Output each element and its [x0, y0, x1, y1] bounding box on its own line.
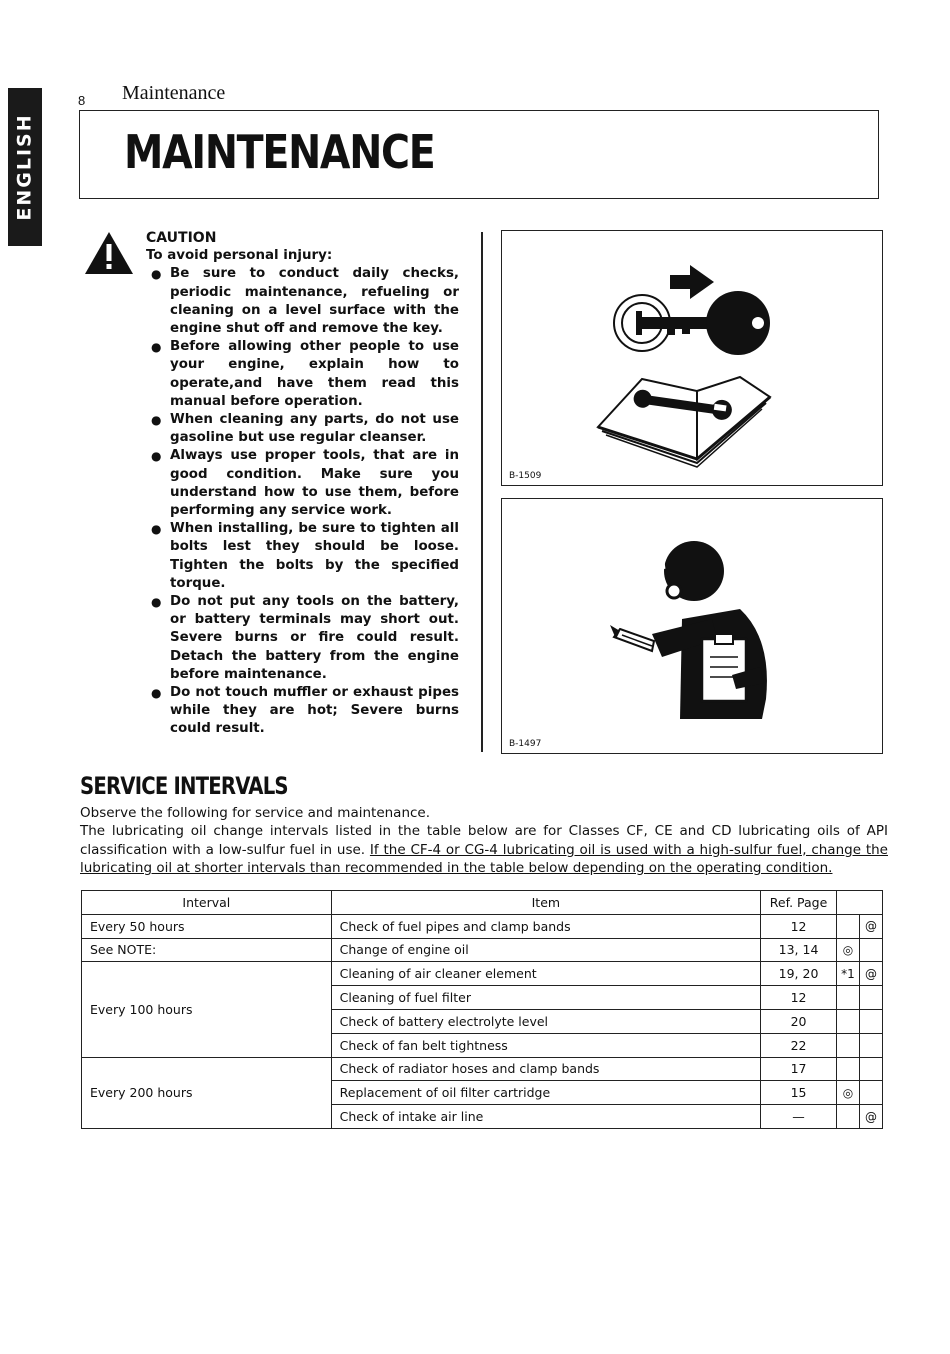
page-title: MAINTENANCE — [124, 125, 435, 179]
mark-cell: ◎ — [837, 938, 860, 962]
header-marks — [837, 891, 883, 915]
header-ref-page: Ref. Page — [761, 891, 837, 915]
mark-cell — [837, 986, 860, 1010]
figure-key-manual — [501, 230, 883, 486]
item-cell: Check of battery electrolyte level — [331, 1009, 760, 1033]
bullet-icon: ● — [151, 267, 162, 282]
mark-cell: @ — [859, 962, 882, 986]
item-cell: Check of radiator hoses and clamp bands — [331, 1057, 760, 1081]
bullet-icon: ● — [151, 340, 162, 355]
ref-cell: 12 — [761, 914, 837, 938]
mark-cell: *1 — [837, 962, 860, 986]
key-and-manual-illustration — [502, 231, 882, 485]
header-interval: Interval — [82, 891, 332, 915]
mark-cell — [837, 914, 860, 938]
caution-item: ● When cleaning any parts, do not use gasoline but use regular cleanser. — [151, 412, 459, 446]
header-item: Item — [331, 891, 760, 915]
item-cell: Check of intake air line — [331, 1105, 760, 1129]
column-divider — [481, 232, 483, 752]
title-box — [79, 110, 879, 199]
ref-cell: — — [761, 1105, 837, 1129]
ref-cell: 12 — [761, 986, 837, 1010]
mark-cell: @ — [859, 1105, 882, 1129]
caution-title: CAUTION — [146, 230, 217, 246]
item-cell: Replacement of oil filter cartridge — [331, 1081, 760, 1105]
arrow-right-icon — [670, 265, 714, 299]
bullet-icon: ● — [151, 595, 162, 610]
service-paragraph-2: The lubricating oil change intervals listed in the table below are for Classes CF, CE and CD lubricating oils of API classification with a low-sulfur fuel in use. If the CF-4 or CG-4 lubricating oil is used with a high-sulfur fuel, change the lubricating oil at shorter intervals than recommended in the table below depending on the operating condition. — [80, 823, 888, 876]
item-cell: Check of fan belt tightness — [331, 1033, 760, 1057]
caution-item: ● Always use proper tools, that are in good condition. Make sure you understand how to use them, before performing any service work. — [151, 448, 459, 519]
figure-label: B-1509 — [509, 471, 542, 481]
caution-item: ● Before allowing other people to use your engine, explain how to operate,and have them read this manual before operation. — [151, 339, 459, 409]
mark-cell — [859, 986, 882, 1010]
bullet-icon: ● — [151, 413, 162, 428]
mark-cell — [859, 1081, 882, 1105]
mark-cell — [837, 1033, 860, 1057]
figure-mechanic — [501, 498, 883, 754]
caution-item: ● Be sure to conduct daily checks, periodic maintenance, refueling or cleaning on a level surface with the engine shut off and remove the key. — [151, 266, 459, 337]
mark-cell — [859, 1009, 882, 1033]
interval-cell: See NOTE: — [82, 938, 332, 962]
mark-cell — [837, 1057, 860, 1081]
interval-cell: Every 100 hours — [82, 962, 332, 1057]
running-title: Maintenance — [122, 82, 226, 104]
mark-cell: ◎ — [837, 1081, 860, 1105]
ref-cell: 19, 20 — [761, 962, 837, 986]
item-cell: Cleaning of air cleaner element — [331, 962, 760, 986]
manual-book-icon — [598, 377, 770, 467]
mechanic-with-clipboard-icon — [610, 533, 767, 719]
ref-cell: 15 — [761, 1081, 837, 1105]
mechanic-illustration — [502, 499, 882, 753]
caution-list — [146, 265, 459, 738]
mark-cell — [859, 938, 882, 962]
item-cell: Change of engine oil — [331, 938, 760, 962]
caution-intro: To avoid personal injury: — [146, 248, 333, 264]
table-row — [82, 938, 883, 962]
service-paragraph-1: Observe the following for service and maintenance. — [80, 805, 431, 821]
caution-item: ● Do not touch muffler or exhaust pipes while they are hot; Severe burns could result. — [151, 685, 459, 737]
caution-item: ● Do not put any tools on the battery, or battery terminals may short out. Severe burns or fire could result. Detach the battery from the engine before maintenance. — [151, 594, 459, 682]
table-header-row — [82, 891, 883, 915]
mark-cell — [859, 1033, 882, 1057]
language-tab-label: ENGLISH — [14, 113, 36, 221]
underlined-note: If the CF-4 or CG-4 lubricating oil is used with a high-sulfur fuel, change the lubricating oil at shorter intervals than recommended in the table below depending on the operating condition. — [80, 841, 888, 876]
item-cell: Check of fuel pipes and clamp bands — [331, 914, 760, 938]
warning-triangle-icon — [84, 231, 134, 275]
table-row — [82, 1057, 883, 1081]
bullet-icon: ● — [151, 449, 162, 464]
mark-cell — [837, 1105, 860, 1129]
page-number: 8 — [78, 93, 86, 108]
item-cell: Cleaning of fuel filter — [331, 986, 760, 1010]
table-row — [82, 962, 883, 986]
service-interval-table — [81, 890, 883, 1129]
caution-item: ● When installing, be sure to tighten all bolts lest they should be loose. Tighten the bolts by the specified torque. — [151, 521, 459, 591]
interval-cell: Every 50 hours — [82, 914, 332, 938]
ref-cell: 17 — [761, 1057, 837, 1081]
caution-block — [146, 229, 459, 739]
section-heading: SERVICE INTERVALS — [80, 772, 288, 800]
mark-cell — [837, 1009, 860, 1033]
interval-cell: Every 200 hours — [82, 1057, 332, 1128]
figure-label: B-1497 — [509, 739, 542, 749]
language-tab — [8, 88, 42, 246]
mark-cell — [859, 1057, 882, 1081]
bullet-icon: ● — [151, 686, 162, 701]
table-row — [82, 914, 883, 938]
ignition-key-icon — [614, 291, 770, 355]
ref-cell: 20 — [761, 1009, 837, 1033]
ref-cell: 13, 14 — [761, 938, 837, 962]
bullet-icon: ● — [151, 522, 162, 537]
mark-cell: @ — [859, 914, 882, 938]
ref-cell: 22 — [761, 1033, 837, 1057]
